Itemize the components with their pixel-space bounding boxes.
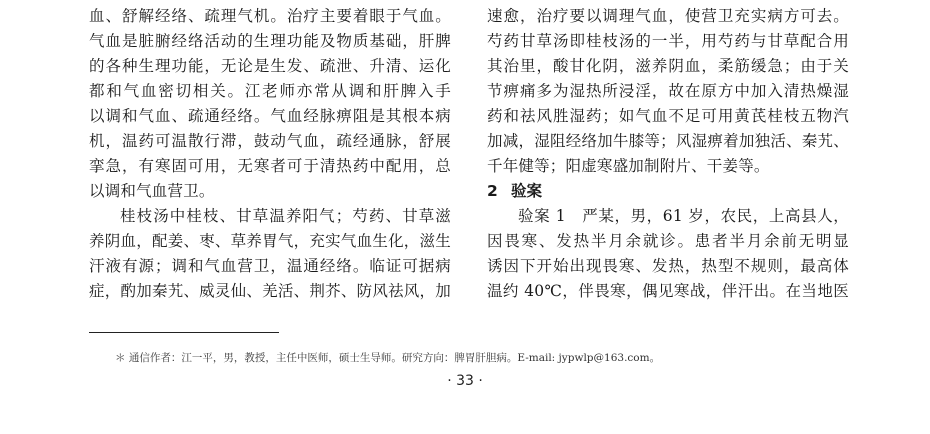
text-line: 加减，湿阻经络加牛膝等；风湿痹着加独活、秦艽、 bbox=[487, 132, 849, 150]
section-number: 2 bbox=[487, 182, 498, 200]
text-line: 挛急，有寒固可用，无寒者可于清热药中配用，总 bbox=[89, 157, 451, 175]
section-title: 验案 bbox=[511, 182, 543, 200]
text-line: 药和祛风胜湿药；如气血不足可用黄芪桂枝五物汽 bbox=[487, 107, 849, 125]
text-line: 以调和气血营卫。 bbox=[89, 182, 215, 200]
text-line: 因畏寒、发热半月余就诊。患者半月余前无明显 bbox=[487, 232, 849, 250]
text-line: 温约 40℃，伴畏寒，偶见寒战，伴汗出。在当地医 bbox=[487, 282, 849, 300]
footnote-rule bbox=[89, 332, 279, 333]
text-line: 血、舒解经络、疏理气机。治疗主要着眼于气血。 bbox=[89, 7, 451, 25]
text-line: 验案 1 严某，男，61 岁，农民，上高县人， bbox=[518, 207, 849, 225]
page-number: · 33 · bbox=[447, 373, 483, 389]
text-line: 症，酌加秦艽、威灵仙、羌活、荆芥、防风祛风，加 bbox=[89, 282, 451, 300]
text-line: 其治里，酸甘化阴，滋养阴血，柔筋缓急；由于关 bbox=[487, 57, 849, 75]
right-column bbox=[487, 4, 849, 304]
text-line: 桂枝汤中桂枝、甘草温养阳气；芍药、甘草滋 bbox=[120, 207, 451, 225]
text-line: 芍药甘草汤即桂枝汤的一半，用芍药与甘草配合用 bbox=[487, 32, 849, 50]
text-line: 养阴血，配姜、枣、草养胃气，充实气血生化，滋生 bbox=[89, 232, 451, 250]
footnote: ＊ 通信作者：江一平，男，教授，主任中医师，硕士生导师。研究方向：脾胃肝胆病。E-mail: jypwlp@163.com。 bbox=[115, 352, 661, 364]
text-line: 气血是脏腑经络活动的生理功能及物质基础，肝脾 bbox=[89, 32, 451, 50]
left-column bbox=[89, 4, 451, 304]
section-heading bbox=[487, 179, 849, 204]
text-line: 诱因下开始出现畏寒、发热，热型不规则，最高体 bbox=[487, 257, 849, 275]
text-line: 汗液有源；调和气血营卫，温通经络。临证可据病 bbox=[89, 257, 451, 275]
text-line: 千年健等；阳虚寒盛加制附片、干姜等。 bbox=[487, 157, 770, 175]
text-line: 速愈，治疗要以调理气血，使营卫充实病方可去。 bbox=[487, 7, 849, 25]
text-line: 节痹痛多为湿热所浸淫，故在原方中加入清热燥湿 bbox=[487, 82, 849, 100]
text-line: 的各种生理功能，无论是生发、疏泄、升清、运化 bbox=[89, 57, 451, 75]
text-line: 机，温药可温散行滞，鼓动气血，疏经通脉，舒展 bbox=[89, 132, 451, 150]
text-line: 以调和气血、疏通经络。气血经脉痹阻是其根本病 bbox=[89, 107, 451, 125]
text-line: 都和气血密切相关。江老师亦常从调和肝脾入手 bbox=[89, 82, 451, 100]
